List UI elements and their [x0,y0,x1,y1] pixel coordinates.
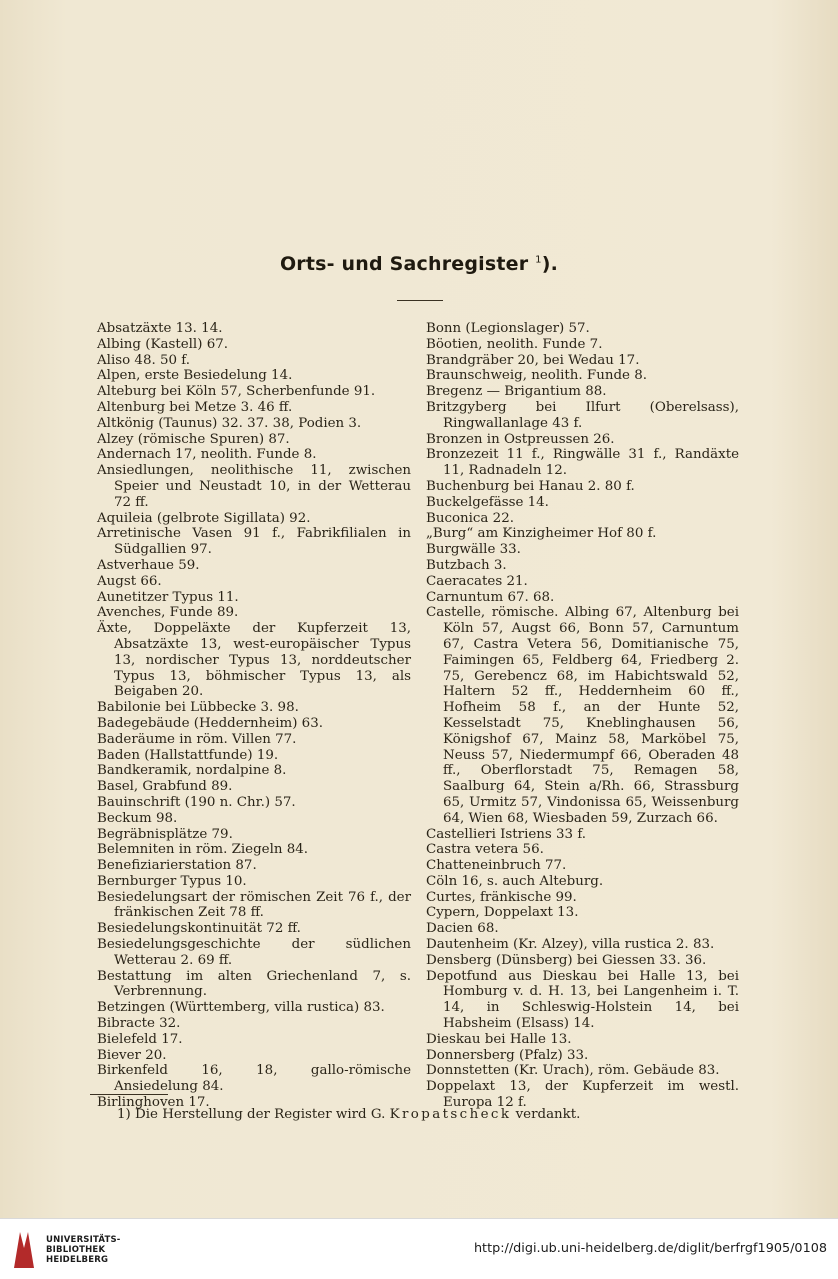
index-entry: Densberg (Dünsberg) bei Giessen 33. 36. [426,952,707,968]
index-entry: Castellieri Istriens 33 f. [426,826,587,842]
index-entry: Doppelaxt 13, der Kupferzeit im westl. Europa 12 f. [426,1079,739,1111]
index-entry: Basel, Grabfund 89. [97,779,233,795]
viewer-footer [0,1218,838,1279]
index-entry: Besiedelungsart der römischen Zeit 76 f., der fränkischen Zeit 78 ff. [97,889,411,921]
index-entry: Castra vetera 56. [426,842,544,858]
index-entry: Aunetitzer Typus 11. [97,589,239,605]
library-logo-link[interactable] [10,1228,120,1270]
index-entry: Bauinschrift (190 n. Chr.) 57. [97,794,296,810]
index-entry: Buckelgefässe 14. [426,494,549,510]
index-entry: Avenches, Funde 89. [97,605,239,621]
index-entry: Badegebäude (Heddernheim) 63. [97,715,323,731]
index-entry: Donnersberg (Pfalz) 33. [426,1047,589,1063]
index-entry: Burgwälle 33. [426,542,521,558]
index-entry: Babilonie bei Lübbecke 3. 98. [97,700,299,716]
index-entry: Astverhaue 59. [97,557,200,573]
index-entry: Curtes, fränkische 99. [426,889,577,905]
index-entry: Bibracte 32. [97,1016,181,1032]
footnote-rule [90,1094,168,1095]
logo-line: BIBLIOTHEK [46,1245,106,1255]
footnote-suffix: verdankt. [515,1107,581,1122]
footnote-prefix: 1) Die Herstellung der Register wird G. [117,1107,386,1122]
index-entry: Begräbnisplätze 79. [97,826,233,842]
index-entry: Betzingen (Württemberg, villa rustica) 83. [97,1000,385,1016]
index-entry: Dacien 68. [426,921,499,937]
library-logo-icon [10,1228,42,1270]
index-entry: Carnuntum 67. 68. [426,589,555,605]
index-entry: Alpen, erste Besiedelung 14. [97,368,293,384]
footnote [117,1107,737,1123]
index-entry: Baderäume in röm. Villen 77. [97,731,297,747]
index-entry: Bandkeramik, nordalpine 8. [97,763,287,779]
index-entry: Buchenburg bei Hanau 2. 80 f. [426,478,635,494]
index-entry: Biever 20. [97,1047,167,1063]
index-entry: Dautenheim (Kr. Alzey), villa rustica 2. 83. [426,937,715,953]
permalink-url[interactable]: http://digi.ub.uni-heidelberg.de/diglit/berfrgf1905/0108 [473,1241,827,1256]
index-entry: Birkenfeld 16, 18, gallo-römische Ansiedelung 84. [97,1063,411,1095]
index-entry: Brandgräber 20, bei Wedau 17. [426,352,640,368]
index-entry: Absatzäxte 13. 14. [97,321,223,336]
footnote-name: Kropatscheck [389,1107,512,1122]
index-entry: Castelle, römische. Albing 67, Altenburg bei Köln 57, Augst 66, Bonn 57, Carnuntum 67, Castra Vetera 56, Domitianische 75, Faimingen 65, Feldberg 64, Friedberg 2. 75, Gerebencz 68, im Habichtswald 52, Haltern 52 ff., Heddernheim 60 ff., Hofheim 58 f., an der Hunte 52, Kesselstadt 75, Kneblinghausen 56, Königshof 67, Mainz 58, Marköbel 75, Neuss 57, Niedermumpf 66, Oberaden 48 ff., Oberflorstadt 75, Remagen 58, Saalburg 64, Stein a/Rh. 66, Strassburg 65, Urmitz 57, Vindonissa 65, Weissenburg 64, Wien 68, Wiesbaden 59, Zurzach 66. [426,605,739,826]
index-entry: Bronzen in Ostpreussen 26. [426,431,615,447]
index-entry: Altkönig (Taunus) 32. 37. 38, Podien 3. [97,415,362,431]
index-entry: Altenburg bei Metze 3. 46 ff. [97,399,293,415]
index-entry: Aquileia (gelbrote Sigillata) 92. [97,510,311,526]
index-entry: Bregenz — Brigantium 88. [426,384,607,400]
index-entry: Dieskau bei Halle 13. [426,1031,572,1047]
index-entry: Bronzezeit 11 f., Ringwälle 31 f., Randäxte 11, Radnadeln 12. [426,447,739,479]
logo-line: HEIDELBERG [46,1255,109,1265]
index-entry: Besiedelungsgeschichte der südlichen Wetterau 2. 69 ff. [97,937,411,968]
page-title [0,253,838,275]
index-entry: Buconica 22. [426,510,514,526]
library-logo-text [46,1235,121,1265]
logo-line: UNIVERSITÄTS- [46,1235,121,1245]
index-entry: Bonn (Legionslager) 57. [426,321,590,336]
index-entry: Andernach 17, neolith. Funde 8. [97,447,317,463]
title-rule [397,300,443,301]
index-entry: Besiedelungskontinuität 72 ff. [97,921,301,937]
title-tail: ). [541,253,559,275]
title-footnote-marker: 1 [535,254,542,266]
index-entry: Braunschweig, neolith. Funde 8. [426,368,647,384]
index-entry: Britzgyberg bei Ilfurt (Oberelsass), Ringwallanlage 43 f. [426,399,739,431]
index-entry: Belemniten in röm. Ziegeln 84. [97,842,309,858]
index-entry: Äxte, Doppeläxte der Kupferzeit 13, Absatzäxte 13, west-europäischer Typus 13, nordischer Typus 13, norddeutscher Typus 13, böhmischer Typus 13, als Beigaben 20. [97,621,411,700]
index-entry: Cöln 16, s. auch Alteburg. [426,873,604,889]
index-entry: Donnstetten (Kr. Urach), röm. Gebäude 83. [426,1063,720,1079]
index-entry: Butzbach 3. [426,557,507,573]
index-entry: Augst 66. [97,573,162,589]
index-entry: Bernburger Typus 10. [97,873,247,889]
index-entry: Alzey (römische Spuren) 87. [97,431,290,447]
index-entry: Ansiedlungen, neolithische 11, zwischen Speier und Neustadt 10, in der Wetterau 72 ff. [97,463,411,510]
index-column-right [426,321,739,1111]
index-column-left [97,321,411,1111]
index-entry: Caeracates 21. [426,573,528,589]
index-entry: Depotfund aus Dieskau bei Halle 13, bei Homburg v. d. H. 13, bei Langenheim i. T. 14, in Schleswig-Holstein 14, bei Habsheim (Elsass) 14. [426,968,739,1032]
index-entry: Alteburg bei Köln 57, Scherbenfunde 91. [97,384,376,400]
index-entry: Arretinische Vasen 91 f., Fabrikfilialen in Südgallien 97. [97,526,411,558]
index-entry: „Burg“ am Kinzigheimer Hof 80 f. [426,526,657,542]
index-entry: Albing (Kastell) 67. [97,336,228,352]
index-entry: Bestattung im alten Griechenland 7, s. Verbrennung. [97,968,411,1000]
index-entry: Chatteneinbruch 77. [426,858,567,874]
index-entry: Baden (Hallstattfunde) 19. [97,747,279,763]
index-entry: Aliso 48. 50 f. [97,352,191,368]
index-entry: Bielefeld 17. [97,1031,183,1047]
index-entry: Cypern, Doppelaxt 13. [426,905,579,921]
index-entry: Böotien, neolith. Funde 7. [426,336,603,352]
index-entry: Birlinghoven 17. [97,1095,210,1111]
index-entry: Beckum 98. [97,810,178,826]
title-text: Orts- und Sachregister [279,253,529,275]
index-entry: Benefiziarierstation 87. [97,858,257,874]
